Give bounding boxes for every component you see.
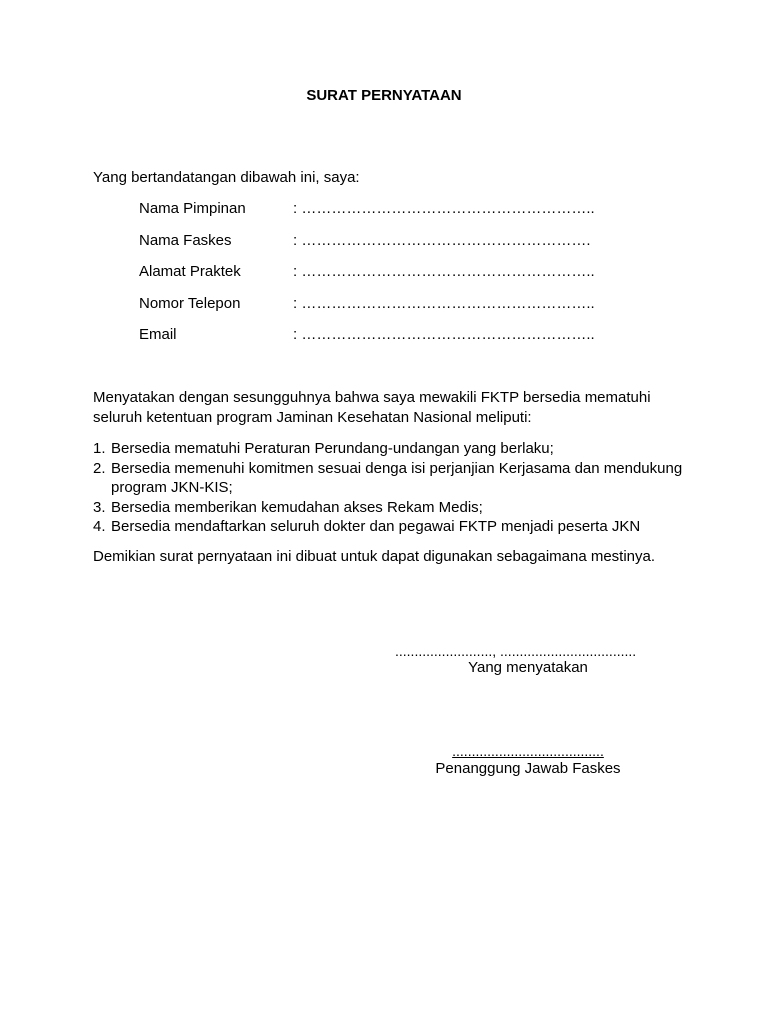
field-label: Nama Pimpinan bbox=[139, 200, 246, 217]
field-value: : ………………………………………………….. bbox=[293, 263, 595, 280]
field-value: : …………………………………………………. bbox=[293, 231, 591, 249]
field-label: Nama Faskes bbox=[139, 231, 232, 249]
list-item-number: 1. bbox=[93, 440, 106, 457]
document-title: SURAT PERNYATAAN bbox=[306, 87, 462, 104]
intro-text: Yang bertandatangan dibawah ini, saya: bbox=[93, 169, 360, 186]
statement-paragraph: Menyatakan dengan sesungguhnya bahwa saya mewakili FKTP bersedia mematuhi seluruh ketentuan program Jaminan Kesehatan Nasional meliputi: bbox=[93, 389, 651, 426]
field-label: Alamat Praktek bbox=[139, 263, 241, 280]
closing-paragraph: Demikian surat pernyataan ini dibuat untuk dapat digunakan sebagaimana mestinya. bbox=[93, 548, 656, 565]
field-value: : ………………………………………………….. bbox=[293, 200, 595, 217]
list-item bbox=[93, 517, 693, 537]
list-item-number: 3. bbox=[93, 498, 106, 516]
list-item bbox=[93, 498, 693, 518]
field-label: Nomor Telepon bbox=[139, 294, 241, 312]
signatory-title: Penanggung Jawab Faskes bbox=[435, 760, 621, 777]
list-item-text: Bersedia mendaftarkan seluruh dokter dan pegawai FKTP menjadi peserta JKN bbox=[111, 518, 641, 535]
signature-name-line: ....................................... bbox=[452, 743, 604, 759]
signatory-label: Yang menyatakan bbox=[468, 659, 588, 676]
field-label: Email bbox=[139, 326, 177, 343]
list-item bbox=[93, 459, 693, 498]
list-item-text: Bersedia memenuhi komitmen sesuai denga isi perjanjian Kerjasama dan mendukung program JKN-KIS; bbox=[111, 459, 683, 496]
commitment-list bbox=[93, 439, 693, 537]
field-value: : ………………………………………………….. bbox=[293, 326, 595, 343]
list-item bbox=[93, 439, 693, 459]
list-item-text: Bersedia memberikan kemudahan akses Rekam Medis; bbox=[111, 498, 483, 516]
list-item-number: 4. bbox=[93, 518, 106, 535]
list-item-text: Bersedia mematuhi Peraturan Perundang-undangan yang berlaku; bbox=[111, 440, 554, 457]
place-date-line: ........................., ................................... bbox=[395, 643, 637, 659]
field-value: : ………………………………………………….. bbox=[293, 294, 595, 312]
list-item-number: 2. bbox=[93, 459, 106, 477]
